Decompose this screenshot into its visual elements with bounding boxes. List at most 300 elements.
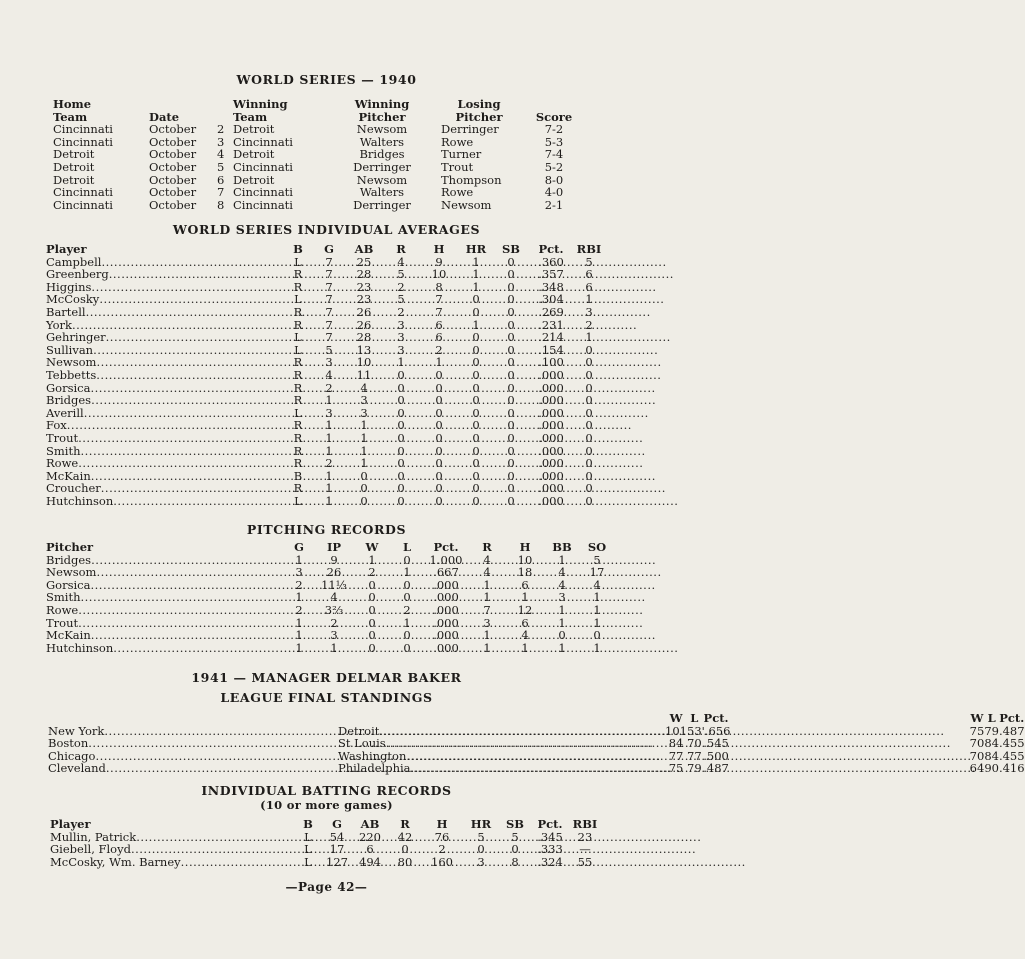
winning-pitcher: Newsom xyxy=(356,172,408,187)
stat-cell: 2 xyxy=(325,380,333,395)
winning-team: Detroit xyxy=(233,172,275,187)
losing-pitcher: Newsom xyxy=(441,197,492,212)
stat-cell: 4 xyxy=(397,254,405,269)
column-header: Pct. xyxy=(999,711,1025,725)
home-team: Detroit xyxy=(53,172,95,187)
stat-cell: 17 xyxy=(589,565,605,580)
stat-cell: 28 xyxy=(356,330,372,345)
stat-cell: 0 xyxy=(585,355,593,370)
stat-cell: 0 xyxy=(397,430,405,445)
stat-cell: 0 xyxy=(585,393,593,408)
player-name: McCosky xyxy=(46,292,100,307)
stat-cell: 1 xyxy=(360,430,368,445)
stat-cell: 0 xyxy=(397,405,405,420)
winning-pitcher: Derringer xyxy=(353,159,411,174)
stat-cell: 0 xyxy=(472,380,480,395)
world-series-title: WORLD SERIES — 1940 xyxy=(236,72,417,87)
stat-cell: .324 xyxy=(537,854,563,869)
stat-cell: 0 xyxy=(507,468,515,483)
stat-cell: 23 xyxy=(356,292,372,307)
stat-cell: 1 xyxy=(330,640,338,655)
stat-cell: 0 xyxy=(507,405,515,420)
stat-cell: 1 xyxy=(483,590,491,605)
player-name: Newsom xyxy=(46,355,97,370)
table-row xyxy=(46,642,614,655)
stat-cell: 0 xyxy=(435,367,443,382)
score: 5-3 xyxy=(544,134,564,149)
player-name: Rowe xyxy=(46,602,79,617)
stat-cell: 2 xyxy=(330,615,338,630)
stat-cell: 4 xyxy=(558,577,566,592)
column-header: H xyxy=(436,817,448,831)
stat-cell: 0 xyxy=(397,380,405,395)
stat-cell: L xyxy=(294,330,302,345)
stat-cell: 79 xyxy=(984,723,999,738)
player-name: McCosky, Wm. Barney xyxy=(50,854,181,869)
stat-cell: 0 xyxy=(403,590,411,605)
stat-cell: 1 xyxy=(483,628,491,643)
column-header: AB xyxy=(360,817,380,831)
header-row xyxy=(338,712,1025,725)
player-name: Smith xyxy=(46,590,81,605)
winning-team: Cincinnati xyxy=(233,159,293,174)
home-team: Cincinnati xyxy=(53,122,113,137)
stat-cell: 0 xyxy=(593,628,601,643)
stat-cell: 0 xyxy=(397,418,405,433)
stat-cell: 5 xyxy=(511,829,519,844)
player-name-cell xyxy=(50,856,294,869)
stat-cell: 10 xyxy=(356,355,372,370)
stat-cell: 0 xyxy=(397,443,405,458)
stat-cell: 0 xyxy=(397,481,405,496)
table-row xyxy=(53,186,583,199)
standings-right-table xyxy=(338,712,1025,775)
stat-cell: B xyxy=(293,468,303,483)
stat-cell: 3 xyxy=(397,342,405,357)
column-header: Pct. xyxy=(433,540,459,554)
column-header: HR xyxy=(470,817,492,831)
stat-cell: 23 xyxy=(356,279,372,294)
ws-header-team: Team xyxy=(233,109,268,124)
table-row xyxy=(46,482,604,495)
table-row xyxy=(46,331,604,344)
stat-cell: 1 xyxy=(558,615,566,630)
column-header: Pct. xyxy=(703,711,729,725)
player-name: McKain xyxy=(46,628,91,643)
individual-averages-title: WORLD SERIES INDIVIDUAL AVERAGES xyxy=(172,222,481,237)
day: 2 xyxy=(217,122,225,137)
dot-leader xyxy=(91,629,278,642)
column-header: Player xyxy=(50,817,91,831)
stat-cell: 75 xyxy=(969,723,985,738)
stat-cell: 0 xyxy=(397,367,405,382)
ws-header-winning-pitcher: Winning xyxy=(354,97,410,111)
player-name: Trout xyxy=(46,615,79,630)
column-header: R xyxy=(396,242,406,256)
ws-header-date: Date xyxy=(149,109,180,124)
stat-cell: .487 xyxy=(998,723,1025,738)
stat-cell: 1 xyxy=(483,577,491,592)
stat-cell: 0 xyxy=(397,393,405,408)
stat-cell: 7 xyxy=(325,330,333,345)
winning-pitcher: Newsom xyxy=(356,122,408,137)
stat-cell: .000 xyxy=(433,590,459,605)
stat-cell: 7 xyxy=(483,602,491,617)
stat-cell: 0 xyxy=(397,456,405,471)
stat-cell: 0 xyxy=(472,430,480,445)
stat-cell: 84 xyxy=(668,736,684,751)
column-header: Pct. xyxy=(537,817,563,831)
stat-cell: 0 xyxy=(435,481,443,496)
dot-leader xyxy=(78,604,278,617)
table-row xyxy=(53,136,583,149)
stat-cell: 0 xyxy=(585,456,593,471)
player-name: Higgins xyxy=(46,279,92,294)
stat-cell: 0 xyxy=(507,292,515,307)
table-row xyxy=(50,856,600,869)
stat-cell: 0 xyxy=(403,640,411,655)
stat-cell: 0 xyxy=(585,443,593,458)
stat-cell: 0 xyxy=(403,628,411,643)
column-header: SB xyxy=(501,242,521,256)
stat-cell: 0 xyxy=(435,393,443,408)
column-header: B xyxy=(303,817,313,831)
stat-cell: 1 xyxy=(295,640,303,655)
player-name: Gorsica xyxy=(46,380,91,395)
table-row xyxy=(46,566,614,579)
dot-leader xyxy=(109,268,278,281)
home-team: Detroit xyxy=(53,159,95,174)
day: 8 xyxy=(217,197,225,212)
stat-cell: 0 xyxy=(435,456,443,471)
column-header: BB xyxy=(552,540,572,554)
individual-averages-table xyxy=(46,243,604,507)
stat-cell: 4 xyxy=(360,380,368,395)
team-name: St Louis xyxy=(338,736,386,751)
stat-cell: R xyxy=(293,317,303,332)
stat-cell: 0 xyxy=(360,493,368,508)
stat-cell: .000 xyxy=(433,640,459,655)
stat-cell: 4 xyxy=(593,577,601,592)
stat-cell: 1 xyxy=(360,418,368,433)
stat-cell: 70 xyxy=(969,748,985,763)
batting-records-subtitle: (10 or more games) xyxy=(260,798,393,812)
stat-cell: 0 xyxy=(511,842,519,857)
stat-cell: .000 xyxy=(538,481,564,496)
stat-cell: 12 xyxy=(517,602,533,617)
stat-cell: 70 xyxy=(969,736,985,751)
stat-cell: 0 xyxy=(507,279,515,294)
stat-cell: 0 xyxy=(435,405,443,420)
stat-cell: 0 xyxy=(360,481,368,496)
table-row xyxy=(46,629,614,642)
dot-leader xyxy=(106,331,278,344)
day: 7 xyxy=(217,185,225,200)
losing-pitcher: Derringer xyxy=(441,122,499,137)
batting-records-title: INDIVIDUAL BATTING RECORDS xyxy=(201,783,452,798)
stat-cell: .667 xyxy=(433,565,459,580)
standings-row xyxy=(338,762,1025,775)
standings-row xyxy=(338,737,1025,750)
stat-cell: 75 xyxy=(668,761,684,776)
player-name: McKain xyxy=(46,468,91,483)
stat-cell: .416 xyxy=(998,761,1025,776)
stat-cell: 0 xyxy=(435,443,443,458)
stat-cell: R xyxy=(293,393,303,408)
stat-cell: 0 xyxy=(397,493,405,508)
stat-cell: 0 xyxy=(507,456,515,471)
stat-cell: 1 xyxy=(585,292,593,307)
player-name: Smith xyxy=(46,443,81,458)
column-header: Pct. xyxy=(538,242,564,256)
world-series-table xyxy=(53,98,583,211)
column-header: Pitcher xyxy=(46,540,94,554)
stat-cell: R xyxy=(293,367,303,382)
stat-cell: 9 xyxy=(330,552,338,567)
stat-cell: 0 xyxy=(507,342,515,357)
pitching-records-title: PITCHING RECORDS xyxy=(246,522,407,537)
dot-leader xyxy=(113,642,278,655)
player-name: Campbell xyxy=(46,254,102,269)
team-name-cell xyxy=(338,737,970,750)
stat-cell: 4 xyxy=(521,628,529,643)
stat-cell: 70 xyxy=(687,736,702,751)
stat-cell: 0 xyxy=(507,355,515,370)
stat-cell: 0 xyxy=(585,418,593,433)
stat-cell: 2 xyxy=(295,602,303,617)
stat-cell: L xyxy=(304,842,312,857)
stat-cell: .000 xyxy=(433,628,459,643)
player-name: Tebbetts xyxy=(46,367,97,382)
stat-cell: 0 xyxy=(558,628,566,643)
winning-pitcher: Walters xyxy=(359,134,405,149)
stat-cell: 26 xyxy=(326,565,342,580)
stat-cell: 0 xyxy=(435,418,443,433)
stat-cell: 2 xyxy=(368,565,376,580)
table-row xyxy=(53,199,583,212)
stat-cell: 6 xyxy=(585,279,593,294)
stat-cell: 1 xyxy=(435,355,443,370)
column-header: G xyxy=(294,540,304,554)
table-row xyxy=(46,457,604,470)
stat-cell: 1 xyxy=(295,552,303,567)
stat-cell: .348 xyxy=(538,279,564,294)
stat-cell: 6 xyxy=(435,330,443,345)
home-team: Cincinnati xyxy=(53,197,113,212)
column-header: SB xyxy=(505,817,525,831)
pitching-records-table xyxy=(46,541,614,654)
stat-cell: 0 xyxy=(585,468,593,483)
stat-cell: 2 xyxy=(397,279,405,294)
stat-cell: 1 xyxy=(397,355,405,370)
stat-cell: 2 xyxy=(397,304,405,319)
stat-cell: 101 xyxy=(665,723,687,738)
ws-header-score: Score xyxy=(535,109,573,124)
table-row xyxy=(53,148,583,161)
table-row xyxy=(53,161,583,174)
stat-cell: 0 xyxy=(507,481,515,496)
day: 5 xyxy=(217,159,225,174)
stat-cell: 4 xyxy=(483,565,491,580)
dot-leader xyxy=(386,737,970,750)
stat-cell: 1 xyxy=(360,456,368,471)
score: 8-0 xyxy=(544,172,564,187)
stat-cell: 42 xyxy=(397,829,413,844)
stat-cell: 1 xyxy=(472,317,480,332)
stat-cell: 0 xyxy=(368,640,376,655)
stat-cell: 5 xyxy=(397,292,405,307)
stat-cell: 54 xyxy=(329,829,345,844)
score: 5-2 xyxy=(544,159,564,174)
stat-cell: 0 xyxy=(477,842,485,857)
stat-cell: 0 xyxy=(507,443,515,458)
stat-cell: 4 xyxy=(330,590,338,605)
stat-cell: .000 xyxy=(538,393,564,408)
stat-cell: 0 xyxy=(585,493,593,508)
player-name: Mullin, Patrick xyxy=(50,829,137,844)
stat-cell: 77 xyxy=(687,748,702,763)
stat-cell: 0 xyxy=(368,577,376,592)
ws-header-pitcher: Pitcher xyxy=(358,109,406,124)
stat-cell: 1 xyxy=(558,602,566,617)
stat-cell: 0 xyxy=(472,393,480,408)
stat-cell: R xyxy=(293,279,303,294)
day: 3 xyxy=(217,134,225,149)
dot-leader xyxy=(101,482,278,495)
month: October xyxy=(149,122,197,137)
player-name: Trout xyxy=(46,430,79,445)
stat-cell: .214 xyxy=(538,330,564,345)
column-header: AB xyxy=(354,242,374,256)
winning-pitcher: Derringer xyxy=(353,197,411,212)
player-name: Gorsica xyxy=(46,577,91,592)
stat-cell: 1 xyxy=(585,330,593,345)
stat-cell: R xyxy=(293,430,303,445)
player-name: Fox xyxy=(46,418,67,433)
stat-cell: 1 xyxy=(593,602,601,617)
stat-cell: 10 xyxy=(517,552,533,567)
stat-cell: 6 xyxy=(585,267,593,282)
column-header: SO xyxy=(587,540,607,554)
stat-cell: 1 xyxy=(472,267,480,282)
ws-header-pitcher: Pitcher xyxy=(455,109,503,124)
stat-cell: 1 xyxy=(295,590,303,605)
dot-leader xyxy=(113,495,278,508)
stat-cell: 4 xyxy=(325,367,333,382)
stat-cell: 0 xyxy=(472,355,480,370)
stat-cell: 1 xyxy=(368,552,376,567)
player-name: Croucher xyxy=(46,481,101,496)
player-name: Averill xyxy=(46,405,84,420)
stat-cell: 5 xyxy=(325,342,333,357)
stat-cell: 11⅓ xyxy=(321,577,347,592)
month: October xyxy=(149,185,197,200)
stat-cell: 0 xyxy=(401,842,409,857)
score: 4-0 xyxy=(544,185,564,200)
stat-cell: 11 xyxy=(356,367,372,382)
dot-leader xyxy=(78,432,278,445)
stat-cell: 3 xyxy=(295,565,303,580)
player-name: York xyxy=(46,317,72,332)
home-team: Cincinnati xyxy=(53,134,113,149)
stat-cell: 0 xyxy=(435,380,443,395)
stat-cell: L xyxy=(294,254,302,269)
stat-cell: 6 xyxy=(435,317,443,332)
stat-cell: .000 xyxy=(538,493,564,508)
ws-header-winning-team: Winning xyxy=(233,97,288,111)
stat-cell: .455 xyxy=(998,736,1025,751)
stat-cell: 1 xyxy=(403,565,411,580)
winning-team: Detroit xyxy=(233,147,275,162)
stat-cell: 7 xyxy=(325,292,333,307)
stat-cell: 0 xyxy=(507,393,515,408)
stat-cell: 8 xyxy=(511,854,519,869)
stat-cell: 2 xyxy=(438,842,446,857)
stat-cell: 80 xyxy=(397,854,413,869)
stat-cell: L xyxy=(304,829,312,844)
stat-cell: .333 xyxy=(537,842,563,857)
stat-cell: 220 xyxy=(359,829,381,844)
table-row xyxy=(46,369,604,382)
stat-cell: .000 xyxy=(538,430,564,445)
stat-cell: 3 xyxy=(477,854,485,869)
stat-cell: 0 xyxy=(507,430,515,445)
month: October xyxy=(149,159,197,174)
stat-cell: 7 xyxy=(325,279,333,294)
dot-leader xyxy=(96,566,278,579)
winning-team: Cincinnati xyxy=(233,185,293,200)
winning-pitcher: Bridges xyxy=(359,147,405,162)
stat-cell: 2 xyxy=(295,577,303,592)
table-row xyxy=(46,604,614,617)
stat-cell: 7 xyxy=(435,292,443,307)
stat-cell: 1 xyxy=(593,640,601,655)
stat-cell: .231 xyxy=(538,317,564,332)
stat-cell: 1 xyxy=(403,615,411,630)
score: 7-2 xyxy=(544,122,564,137)
stat-cell: 5 xyxy=(397,267,405,282)
stat-cell: 160 xyxy=(431,854,453,869)
stat-cell: 0 xyxy=(507,267,515,282)
month: October xyxy=(149,134,197,149)
stat-cell: R xyxy=(293,380,303,395)
player-name: Sullivan xyxy=(46,342,94,357)
stat-cell: R xyxy=(293,355,303,370)
team-name: Chicago xyxy=(48,748,96,763)
header-row xyxy=(46,243,604,256)
stat-cell: 26 xyxy=(356,304,372,319)
stat-cell: 7 xyxy=(325,317,333,332)
stat-cell: 0 xyxy=(435,468,443,483)
manager-title: 1941 — MANAGER DELMAR BAKER xyxy=(191,670,462,685)
table-row xyxy=(46,495,604,508)
stat-cell: 17 xyxy=(329,842,345,857)
column-header: G xyxy=(324,242,334,256)
stat-cell: 0 xyxy=(472,367,480,382)
stat-cell: 0 xyxy=(368,628,376,643)
stat-cell: 0 xyxy=(435,493,443,508)
column-header: HR xyxy=(465,242,487,256)
stat-cell: 84 xyxy=(984,736,999,751)
column-header-blank xyxy=(338,712,970,725)
stat-cell: 1 xyxy=(325,393,333,408)
stat-cell: .360 xyxy=(538,254,564,269)
home-team: Detroit xyxy=(53,147,95,162)
table-row xyxy=(53,174,583,187)
column-header: L xyxy=(402,540,412,554)
stat-cell: 5 xyxy=(593,552,601,567)
stat-cell: 28 xyxy=(356,267,372,282)
